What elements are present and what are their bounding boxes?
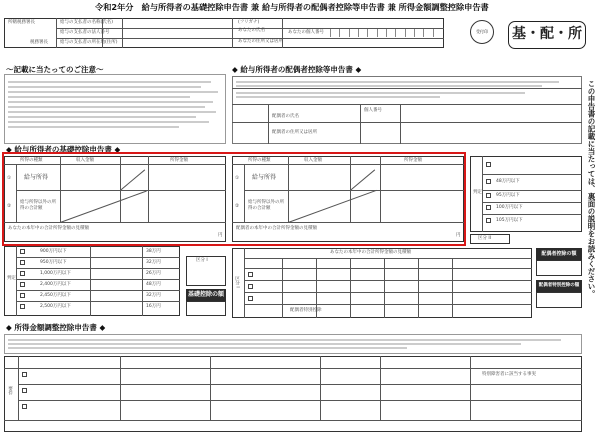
judge-row-2: 950万円以下 xyxy=(40,260,67,265)
payer-name-label: 給与の支払者の名称(氏名) xyxy=(60,20,114,25)
your-name-label: あなたの氏名 xyxy=(238,28,265,33)
spouse-deduction-field[interactable] xyxy=(536,260,582,276)
spouse-judge-row-1: 48万円以下 xyxy=(496,179,520,184)
spouse-number-label: 個人番号 xyxy=(364,108,382,113)
yen-unit-2: 円 xyxy=(456,233,461,238)
spouse-special-label: 配偶者特別控除の額 xyxy=(536,280,582,292)
spouse-income-kind-header: 所得の種類 xyxy=(248,158,271,163)
spouse-income-amount-header: 所得金額 xyxy=(404,158,422,163)
spouse-notes-lines xyxy=(236,79,576,100)
total-income-label: あなたの本年中の合計所得金額の見積額 xyxy=(8,226,89,231)
judge-check-6[interactable] xyxy=(20,304,25,309)
judge-check-4[interactable] xyxy=(20,282,25,287)
notes-title: 〜記載に当たってのご注意〜 xyxy=(6,65,104,74)
yen-unit-1: 円 xyxy=(218,233,223,238)
spouse-section-title: ◆ 給与所得者の配偶者控除等申告書 ◆ xyxy=(232,65,362,74)
judge-amount-6: 16万円 xyxy=(146,304,161,309)
judge-amount-2: 32万円 xyxy=(146,260,161,265)
spouse-check-5[interactable] xyxy=(486,218,491,223)
judge-row-5: 2,450万円以下 xyxy=(40,293,71,298)
payer-number-label: 給与の支払者の法人番号 xyxy=(60,30,110,35)
judge-row-1: 900万円以下 xyxy=(40,249,67,254)
judge-amount-5: 32万円 xyxy=(146,293,161,298)
amount-check-b[interactable] xyxy=(248,284,253,289)
adjust-check-1[interactable] xyxy=(22,372,27,377)
amount-check-c[interactable] xyxy=(248,296,253,301)
spouse-check-4[interactable] xyxy=(486,205,491,210)
your-name-field[interactable] xyxy=(284,19,442,27)
judge-amount-4: 48万円 xyxy=(146,282,161,287)
judge-row-6: 2,500万円以下 xyxy=(40,304,71,309)
highlight-income-tables xyxy=(2,152,466,246)
basic-deduction-label: 基礎控除の額 xyxy=(186,289,226,301)
other-income-label: 給与所得以外の所得の合計額 xyxy=(20,200,56,211)
spouse-judge-row-3: 100万円以下 xyxy=(496,205,523,210)
spouse-deduction-label: 配偶者控除の額 xyxy=(536,248,582,260)
special-disabled-label: 特別障害者に該当する事実 xyxy=(482,372,536,377)
revenue-header: 収入金額 xyxy=(76,158,94,163)
spouse-other-income-label: 給与所得以外の所得の合計額 xyxy=(248,200,284,211)
spouse-revenue-header: 収入金額 xyxy=(304,158,322,163)
amount-table-kubun: 区分 I xyxy=(234,276,240,288)
judge-check-2[interactable] xyxy=(20,260,25,265)
row-1-num: ① xyxy=(7,176,12,181)
spouse-check-3[interactable] xyxy=(486,193,491,198)
office-label: 所轄税務署長 xyxy=(8,20,35,25)
spouse-judge-row-4: 105万円以下 xyxy=(496,218,523,223)
judge-amount-3: 26万円 xyxy=(146,271,161,276)
my-number-boxes[interactable] xyxy=(330,29,442,37)
spouse-judge-label: 判定 xyxy=(473,190,482,195)
spouse-judge-row-2: 95万円以下 xyxy=(496,193,520,198)
notes-lines xyxy=(8,78,222,131)
basic-deduction-field[interactable] xyxy=(186,301,226,316)
adjust-check-2[interactable] xyxy=(22,388,27,393)
salary-income-label: 給与所得 xyxy=(24,174,49,181)
judge-row-4: 2,400万円以下 xyxy=(40,282,71,287)
spouse-special-field[interactable] xyxy=(536,292,582,308)
spouse-name-label: 配偶者の氏名 xyxy=(272,114,299,119)
judge-label: 判定 xyxy=(7,276,16,281)
judge-check-1[interactable] xyxy=(20,249,25,254)
adjust-notes-lines xyxy=(8,337,578,351)
requirement-label: 要件 xyxy=(7,386,13,395)
income-kind-header: 所得の種類 xyxy=(20,158,43,163)
payer-address-label: 給与の支払者の所在地(住所) xyxy=(60,40,118,45)
kubun-1-label: 区分 I xyxy=(196,258,208,263)
adjust-section-title: ◆ 所得金額調整控除申告書 ◆ xyxy=(6,323,106,332)
furigana-label: (フリガナ) xyxy=(238,20,260,25)
judge-check-5[interactable] xyxy=(20,293,25,298)
spouse-check-1[interactable] xyxy=(486,162,491,167)
row-2-num: ② xyxy=(7,204,12,209)
income-amount-header: 所得金額 xyxy=(170,158,188,163)
basic-section-title: ◆ 給与所得者の基礎控除申告書 ◆ xyxy=(6,145,121,154)
spouse-row-2-num: ② xyxy=(235,204,240,209)
form-badge: 基・配・所 xyxy=(508,21,586,49)
same-house-label: 配偶者特別控除 xyxy=(290,308,322,313)
judge-row-3: 1,000万円以下 xyxy=(40,271,71,276)
reception-stamp: 受付印 xyxy=(470,20,494,44)
judge-check-3[interactable] xyxy=(20,271,25,276)
amount-check-a[interactable] xyxy=(248,272,253,277)
spouse-address-label: 配偶者の住所又は居所 xyxy=(272,130,317,135)
form-title: 令和2年分 給与所得者の基礎控除申告書 兼 給与所得者の配偶者控除等申告書 兼 所得金額調整控除申告書 xyxy=(95,2,489,12)
spouse-amount-note: あなたの本年中の合計所得金額の見積額 xyxy=(330,250,411,255)
payer-name-field[interactable] xyxy=(124,19,230,27)
kubun-2-label: 区分 II xyxy=(478,236,492,241)
judge-amount-1: 38万円 xyxy=(146,249,161,254)
tax-office-label: 税務署長 xyxy=(30,40,48,45)
adjust-check-3[interactable] xyxy=(22,404,27,409)
spouse-salary-income-label: 給与所得 xyxy=(252,174,277,181)
spouse-row-1-num: ① xyxy=(235,176,240,181)
your-number-label: あなたの個人番号 xyxy=(288,30,324,35)
side-note: この申告書の記載に当たっては、裏面の説明をお読みください。 xyxy=(587,80,596,298)
spouse-check-2[interactable] xyxy=(486,179,491,184)
your-address-label: あなたの住所又は居所 xyxy=(238,39,283,44)
spouse-total-label: 配偶者の本年中の合計所得金額の見積額 xyxy=(236,226,317,231)
